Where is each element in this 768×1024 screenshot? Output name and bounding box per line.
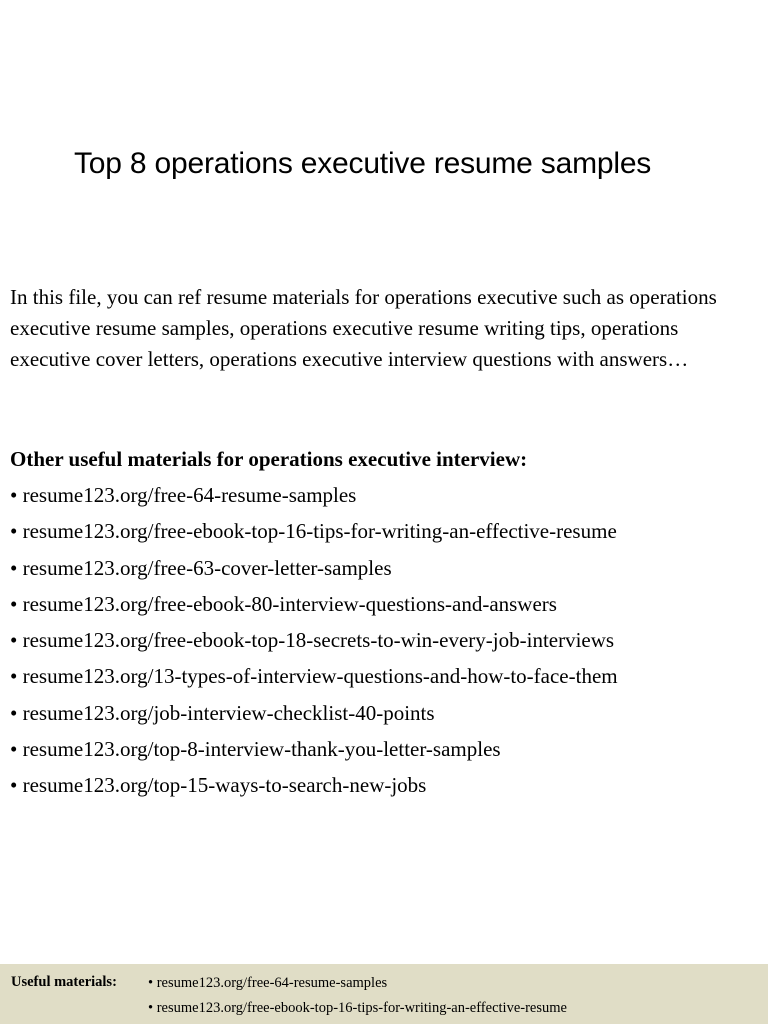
material-link[interactable]: • resume123.org/top-8-interview-thank-you-letter-samples [10, 734, 618, 770]
materials-link-list [10, 480, 618, 807]
material-link[interactable]: • resume123.org/free-ebook-top-16-tips-for-writing-an-effective-resume [10, 516, 618, 552]
material-link[interactable]: • resume123.org/13-types-of-interview-questions-and-how-to-face-them [10, 661, 618, 697]
footer-bar [0, 964, 768, 1024]
footer-label-text: Useful materials [11, 974, 113, 990]
footer-link-list [148, 974, 567, 1024]
material-link[interactable]: • resume123.org/job-interview-checklist-40-points [10, 698, 618, 734]
material-link[interactable]: • resume123.org/free-ebook-80-interview-questions-and-answers [10, 589, 618, 625]
footer-link[interactable]: • resume123.org/free-ebook-top-16-tips-for-writing-an-effective-resume [148, 999, 567, 1024]
material-link[interactable]: • resume123.org/free-64-resume-samples [10, 480, 618, 516]
footer-label-separator: : [112, 974, 117, 990]
footer-label [11, 974, 117, 991]
material-link[interactable]: • resume123.org/free-63-cover-letter-samples [10, 553, 618, 589]
other-materials-heading: Other useful materials for operations executive interview: [10, 447, 528, 471]
footer-link[interactable]: • resume123.org/free-64-resume-samples [148, 974, 567, 999]
material-link[interactable]: • resume123.org/free-ebook-top-18-secrets-to-win-every-job-interviews [10, 625, 618, 661]
material-link[interactable]: • resume123.org/top-15-ways-to-search-new-jobs [10, 770, 618, 806]
page-title: Top 8 operations executive resume samples [74, 147, 652, 180]
intro-paragraph: In this file, you can ref resume materials for operations executive such as operations executive resume samples, operations executive resume writing tips, operations executive cover letters, operations executive interview questions with answers… [10, 285, 717, 371]
